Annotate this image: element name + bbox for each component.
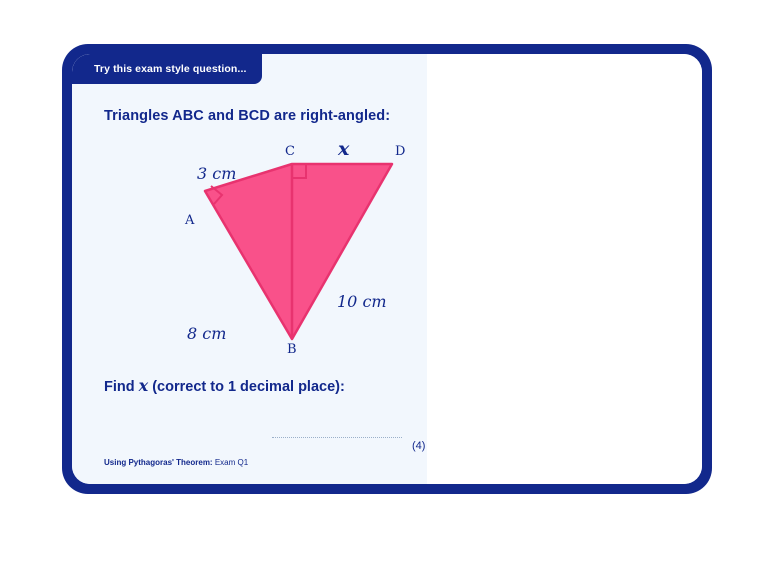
find-suffix: (correct to 1 decimal place): <box>148 379 345 395</box>
worksheet-pane <box>72 54 427 484</box>
side-label-ab: 8 cm <box>187 324 227 343</box>
footnote <box>104 458 248 467</box>
vertex-label-a: A <box>185 213 195 228</box>
footnote-rest: Exam Q1 <box>212 458 249 467</box>
vertex-label-b: B <box>287 342 297 357</box>
side-label-ac: 3 cm <box>197 164 237 183</box>
find-prefix: Find <box>104 379 139 395</box>
find-variable: x <box>138 376 149 395</box>
exam-question-tab-label: Try this exam style question... <box>94 63 247 75</box>
lesson-card-frame <box>62 44 712 494</box>
find-instruction <box>104 376 345 395</box>
marks-value: (4) <box>412 440 426 452</box>
answer-line[interactable] <box>272 436 402 438</box>
triangle-diagram <box>92 134 412 364</box>
side-label-cd: x <box>338 138 350 160</box>
workspace-pane[interactable] <box>427 54 702 484</box>
footnote-bold: Using Pythagoras' Theorem: <box>104 458 213 467</box>
vertex-label-c: C <box>285 144 295 159</box>
shape-abdc <box>205 164 392 339</box>
exam-question-tab[interactable] <box>72 54 262 84</box>
lesson-card-inner <box>72 54 702 484</box>
question-heading: Triangles ABC and BCD are right-angled: <box>104 108 391 124</box>
side-label-bd: 10 cm <box>337 292 387 311</box>
triangle-diagram-svg <box>92 134 412 364</box>
vertex-label-d: D <box>395 144 406 159</box>
